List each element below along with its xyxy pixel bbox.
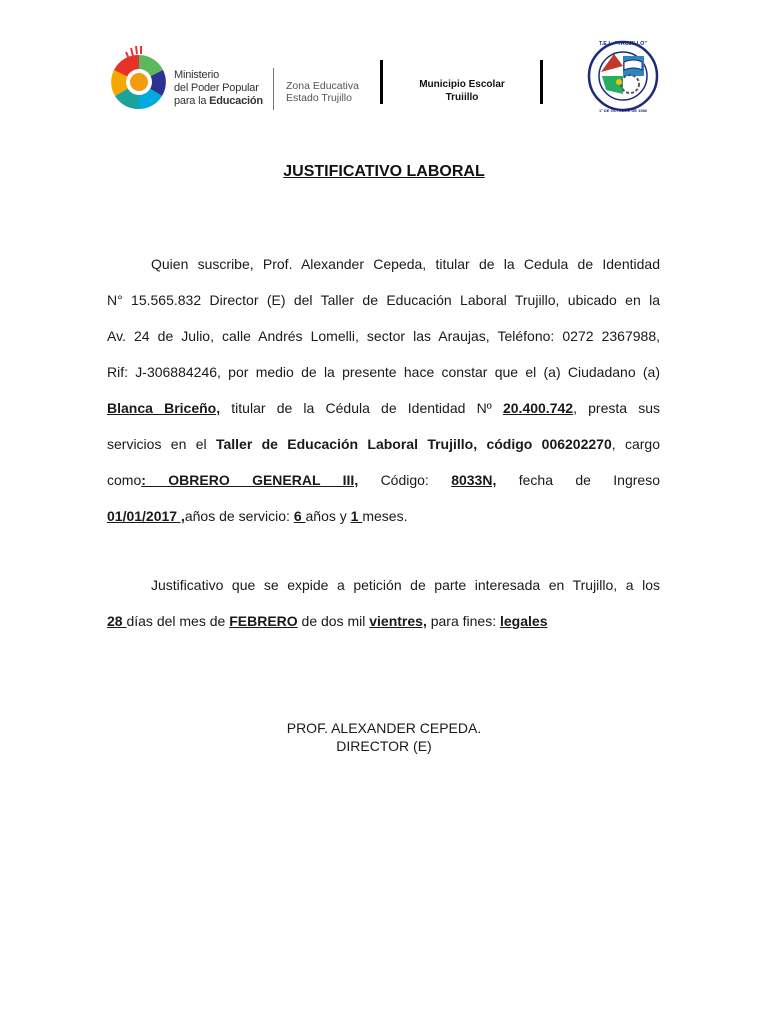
zona-educativa: Zona Educativa Estado Trujillo bbox=[286, 80, 359, 104]
issue-month: FEBRERO bbox=[229, 613, 298, 629]
paragraph-line: Blanca Briceño, titular de la Cédula de Identidad Nº 20.400.742, presta sus bbox=[107, 400, 660, 416]
header-divider bbox=[273, 68, 274, 110]
signature-name: PROF. ALEXANDER CEPEDA. bbox=[286, 720, 482, 736]
institution-name: Taller de Educación Laboral Trujillo, código 006202270 bbox=[215, 436, 612, 452]
school-seal-icon bbox=[586, 32, 660, 116]
ministry-logo-icon bbox=[106, 44, 172, 110]
paragraph-line: Rif: J-306884246, por medio de la presente hace constar que el (a) Ciudadano (a) bbox=[107, 364, 660, 380]
start-date: 01/01/2017 , bbox=[107, 508, 185, 524]
paragraph-line: Av. 24 de Julio, calle Andrés Lomelli, sector las Araujas, Teléfono: 0272 2367988, bbox=[107, 328, 660, 344]
issue-year: vientres, bbox=[369, 613, 427, 629]
header-bar-right bbox=[540, 60, 543, 104]
signature-block bbox=[0, 719, 768, 755]
issue-day: 28 bbox=[107, 613, 127, 629]
seal-bottom-text: 1° DE OCTUBRE DE 1980 bbox=[598, 108, 648, 113]
document-header bbox=[0, 0, 768, 130]
header-bar-left bbox=[380, 60, 383, 104]
document-title: JUSTIFICATIVO LABORAL bbox=[283, 163, 485, 180]
purpose: legales bbox=[500, 613, 548, 629]
issue-paragraph bbox=[107, 567, 660, 639]
paragraph-line: servicios en el Taller de Educación Laboral Trujillo, código 006202270, cargo bbox=[107, 436, 660, 452]
position-code: 8033N, bbox=[451, 472, 497, 488]
paragraph-line: como: OBRERO GENERAL III, Código: 8033N, fecha de Ingreso bbox=[107, 472, 660, 488]
paragraph-line: Justificativo que se expide a petición de parte interesada en Trujillo, a los bbox=[151, 577, 660, 593]
paragraph-line: Quien suscribe, Prof. Alexander Cepeda, titular de la Cedula de Identidad bbox=[151, 256, 660, 272]
paragraph-line: 28 días del mes de FEBRERO de dos mil vientres, para fines: legales bbox=[107, 613, 548, 629]
paragraph-line: N° 15.565.832 Director (E) del Taller de Educación Laboral Trujillo, ubicado en la bbox=[107, 292, 660, 308]
municipio-escolar: Municipio Escolar Truiillo bbox=[419, 79, 505, 103]
employee-id-number: 20.400.742 bbox=[502, 400, 574, 416]
signature-title: DIRECTOR (E) bbox=[336, 738, 432, 754]
seal-top-text: T.E.L. "TRUJILLO" bbox=[599, 41, 647, 47]
ministry-name: Ministerio del Poder Popular para la Educación bbox=[174, 69, 263, 107]
years-of-service: 6 bbox=[293, 508, 306, 524]
main-paragraph bbox=[107, 246, 660, 534]
employee-position: : OBRERO GENERAL III, bbox=[141, 472, 359, 488]
employee-name: Blanca Briceño, bbox=[107, 400, 221, 416]
months-of-service: 1 bbox=[350, 508, 363, 524]
paragraph-line: 01/01/2017 ,años de servicio: 6 años y 1 meses. bbox=[107, 508, 408, 524]
